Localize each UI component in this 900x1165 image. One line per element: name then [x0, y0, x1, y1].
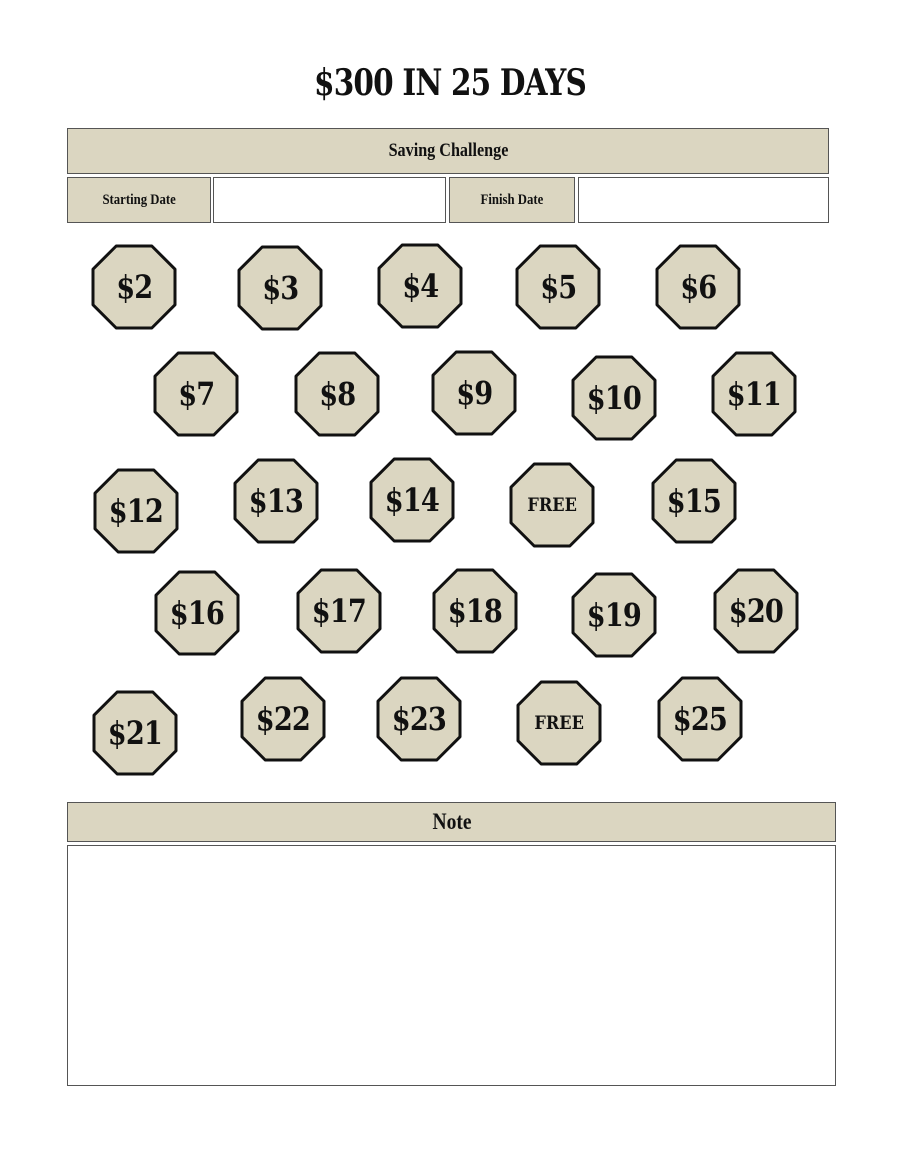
savings-coin[interactable]: [93, 468, 179, 554]
savings-coin[interactable]: [713, 568, 799, 654]
coin-amount: [377, 243, 463, 329]
coin-amount: [233, 458, 319, 544]
start-date-label-cell: [67, 177, 211, 223]
coin-amount-text: $19: [586, 596, 642, 634]
savings-coin[interactable]: [509, 462, 595, 548]
coin-amount-text: $25: [672, 700, 728, 738]
coin-amount-text: FREE: [527, 494, 577, 516]
coin-amount-text: $15: [666, 482, 722, 520]
coin-amount-text: $12: [108, 492, 164, 530]
savings-coin[interactable]: [154, 570, 240, 656]
coin-amount-text: $10: [586, 379, 642, 417]
savings-coin[interactable]: [240, 676, 326, 762]
coin-amount-text: $3: [261, 269, 299, 307]
coin-amount-text: $7: [177, 375, 215, 413]
savings-coin[interactable]: [233, 458, 319, 544]
coin-amount: [369, 457, 455, 543]
challenge-label: Saving Challenge: [388, 140, 508, 161]
coin-amount: [571, 355, 657, 441]
savings-coin[interactable]: [651, 458, 737, 544]
savings-coin[interactable]: [657, 676, 743, 762]
coin-amount: [237, 245, 323, 331]
page-title: $300 IN 25 DAYS: [313, 62, 586, 104]
challenge-header: [67, 128, 829, 174]
coin-amount: [651, 458, 737, 544]
coin-amount-text: $9: [455, 374, 493, 412]
coin-amount: [376, 676, 462, 762]
savings-coin[interactable]: [153, 351, 239, 437]
note-header: [67, 802, 836, 842]
coin-amount: [154, 570, 240, 656]
coin-amount-text: $2: [115, 268, 153, 306]
coin-amount-text: $21: [107, 714, 163, 752]
coin-amount: [571, 572, 657, 658]
savings-coin[interactable]: [377, 243, 463, 329]
savings-coin[interactable]: [655, 244, 741, 330]
coin-amount: [432, 568, 518, 654]
coin-amount-text: $13: [248, 482, 304, 520]
coin-amount: [713, 568, 799, 654]
finish-date-label: Finish Date: [480, 191, 544, 208]
coin-amount: [515, 244, 601, 330]
coin-amount-text: $4: [401, 267, 439, 305]
coin-amount: [294, 351, 380, 437]
coin-amount-text: FREE: [534, 712, 584, 734]
coin-amount-text: $5: [539, 268, 577, 306]
savings-coin[interactable]: [237, 245, 323, 331]
start-date-label: Starting Date: [102, 191, 176, 208]
coin-amount-text: $8: [318, 375, 356, 413]
finish-date-label-cell: [449, 177, 575, 223]
savings-coin[interactable]: [432, 568, 518, 654]
savings-coin[interactable]: [571, 355, 657, 441]
coin-amount-text: $20: [728, 592, 784, 630]
coin-amount-text: $17: [311, 592, 367, 630]
coin-amount: [509, 462, 595, 548]
coin-amount: [93, 468, 179, 554]
coin-amount-text: $11: [726, 375, 782, 413]
coin-amount: [516, 680, 602, 766]
savings-coin[interactable]: [91, 244, 177, 330]
savings-coin[interactable]: [92, 690, 178, 776]
savings-coin[interactable]: [296, 568, 382, 654]
savings-coin[interactable]: [376, 676, 462, 762]
coin-amount: [153, 351, 239, 437]
coin-amount: [711, 351, 797, 437]
note-label: Note: [431, 809, 472, 834]
coin-amount: [296, 568, 382, 654]
note-area[interactable]: [67, 845, 836, 1086]
finish-date-field[interactable]: [578, 177, 829, 223]
coin-amount-text: $23: [391, 700, 447, 738]
coin-amount: [91, 244, 177, 330]
savings-coin[interactable]: [369, 457, 455, 543]
coin-amount: [655, 244, 741, 330]
coin-amount-text: $16: [169, 594, 225, 632]
coin-amount-text: $18: [447, 592, 503, 630]
coin-amount-text: $14: [384, 481, 440, 519]
savings-coin[interactable]: [431, 350, 517, 436]
coin-amount: [92, 690, 178, 776]
coin-amount-text: $22: [255, 700, 311, 738]
savings-coin[interactable]: [571, 572, 657, 658]
coin-amount: [657, 676, 743, 762]
savings-coin[interactable]: [516, 680, 602, 766]
savings-coin[interactable]: [294, 351, 380, 437]
savings-coin[interactable]: [515, 244, 601, 330]
savings-coin[interactable]: [711, 351, 797, 437]
start-date-field[interactable]: [213, 177, 446, 223]
coin-amount: [431, 350, 517, 436]
coin-amount-text: $6: [679, 268, 717, 306]
coin-amount: [240, 676, 326, 762]
